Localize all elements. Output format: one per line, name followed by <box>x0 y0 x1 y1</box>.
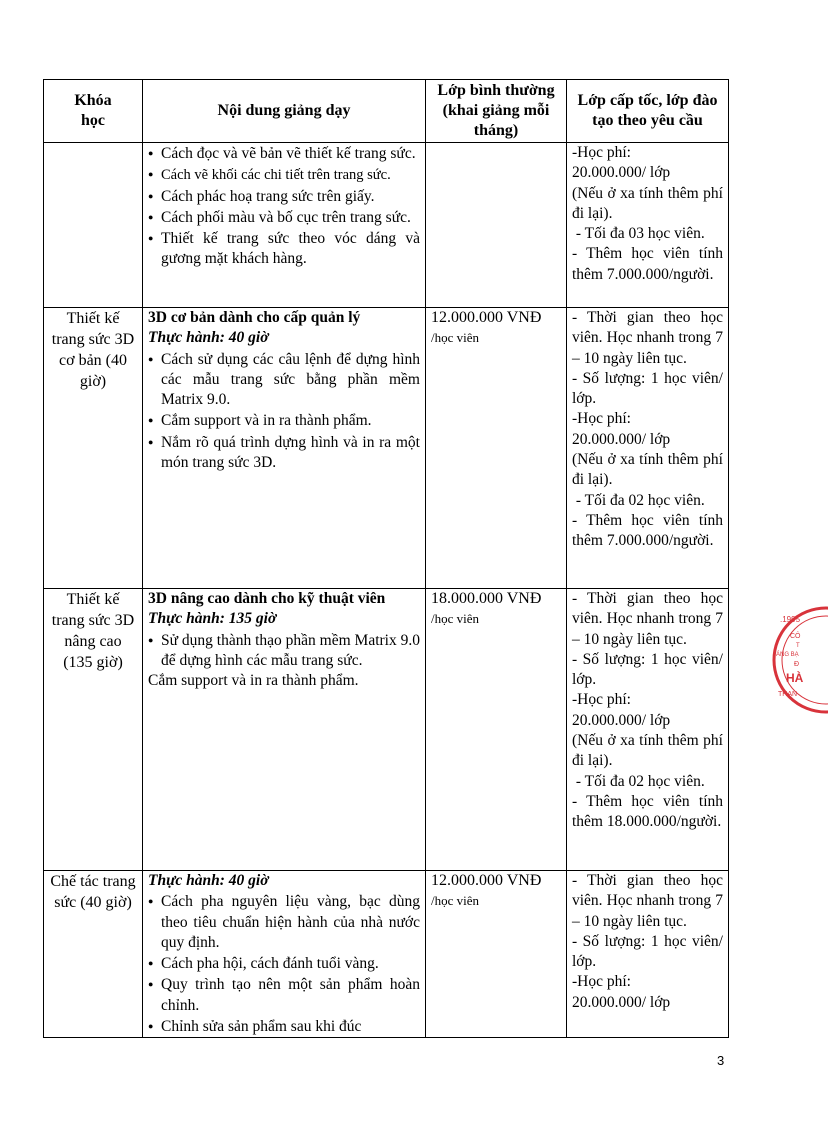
fast-line: (Nếu ở xa tính thêm phí đi lại). <box>572 732 723 770</box>
table-row <box>44 143 729 308</box>
list-item: ● Thiết kế trang sức theo vóc dáng và gương mặt khách hàng. <box>148 228 420 270</box>
list-item: ● Cách vẽ khối các chi tiết trên trang sức. <box>148 164 420 185</box>
list-item: ● Cách phác hoạ trang sức trên giấy. <box>148 186 420 207</box>
fast-line: - Tối đa 02 học viên. <box>572 491 705 509</box>
regular-price-cell <box>426 871 567 1038</box>
list-item: ● Chỉnh sửa sản phẩm sau khi đúc <box>148 1016 420 1037</box>
fast-class-info <box>567 871 729 1038</box>
list-item: ● Cách pha nguyên liệu vàng, bạc dùng theo tiêu chuẩn hiện hành của nhà nước quy định. <box>148 891 420 953</box>
fast-line: -Học phí: <box>572 973 631 991</box>
content-heading: 3D nâng cao dành cho kỹ thuật viên <box>148 590 386 607</box>
course-content <box>143 143 426 308</box>
svg-text:CÔ: CÔ <box>790 633 801 640</box>
fast-line: 20.000.000/ lớp <box>572 993 671 1011</box>
course-name: Thiết kế trang sức 3D cơ bản (40 giờ) <box>44 308 143 589</box>
fast-line: - Thời gian theo học viên. Học nhanh trong 7 – 10 ngày liên tục. <box>572 309 723 367</box>
svg-text:T: T <box>796 643 800 649</box>
fast-line: - Thời gian theo học viên. Học nhanh trong 7 – 10 ngày liên tục. <box>572 872 723 930</box>
fast-line: -Học phí: <box>572 410 631 428</box>
fast-line: - Số lượng: 1 học viên/ lớp. <box>572 932 723 971</box>
svg-text:HÀ: HÀ <box>786 671 804 685</box>
list-item: ● Cách pha hội, cách đánh tuổi vàng. <box>148 953 420 974</box>
svg-text:Đ: Đ <box>794 661 800 668</box>
svg-text:ÁNG BẠ: ÁNG BẠ <box>776 652 799 658</box>
fast-line: 20.000.000/ lớp <box>572 430 671 448</box>
svg-text:.1995: .1995 <box>780 615 801 624</box>
header-regular-class: Lớp bình thường (khai giảng mỗi tháng) <box>426 80 567 143</box>
course-name <box>44 143 143 308</box>
fast-line: 20.000.000/ lớp <box>572 164 671 182</box>
course-content <box>143 871 426 1038</box>
table-row <box>44 871 729 1038</box>
list-item: Cắm support và in ra thành phẩm. <box>148 672 359 690</box>
fast-line: - Số lượng: 1 học viên/ lớp. <box>572 650 723 689</box>
fast-line: - Tối đa 02 học viên. <box>572 772 705 790</box>
regular-price: 12.000.000 VNĐ <box>431 309 542 326</box>
header-course: Khóa học <box>44 80 143 143</box>
course-table <box>43 79 729 1038</box>
practice-hours: Thực hành: 40 giờ <box>148 329 269 347</box>
price-unit: /học viên <box>431 330 480 346</box>
company-seal-stamp <box>768 600 828 720</box>
list-item: ● Quy trình tạo nên một sản phẩm hoàn chỉnh. <box>148 974 420 1016</box>
practice-hours: Thực hành: 40 giờ <box>148 872 269 889</box>
regular-price: 12.000.000 VNĐ <box>431 872 542 889</box>
fast-line: - Thời gian theo học viên. Học nhanh trong 7 – 10 ngày liên tục. <box>572 590 723 648</box>
practice-hours: Thực hành: 135 giờ <box>148 610 277 628</box>
regular-price-cell <box>426 589 567 871</box>
list-item: ● Cách đọc và vẽ bản vẽ thiết kế trang sức. <box>148 143 420 164</box>
fast-class-info <box>567 143 729 308</box>
fast-line: - Thêm học viên tính thêm 7.000.000/người. <box>572 245 723 283</box>
list-item: ● Sử dụng thành thạo phần mềm Matrix 9.0 để dựng hình các mẫu trang sức. <box>148 630 420 672</box>
fast-line: (Nếu ở xa tính thêm phí đi lại). <box>572 451 723 489</box>
fast-class-info <box>567 589 729 871</box>
header-fast-class: Lớp cấp tốc, lớp đào tạo theo yêu cầu <box>567 80 729 143</box>
page-number: 3 <box>717 1053 725 1068</box>
header-content: Nội dung giảng dạy <box>143 80 426 143</box>
course-content <box>143 308 426 589</box>
fast-line: 20.000.000/ lớp <box>572 711 671 729</box>
fast-line: -Học phí: <box>572 144 631 161</box>
list-item: ● Cách phối màu và bố cục trên trang sức. <box>148 207 420 228</box>
svg-text:THAN: THAN <box>778 691 798 698</box>
course-content <box>143 589 426 871</box>
course-name: Thiết kế trang sức 3D nâng cao (135 giờ) <box>44 589 143 871</box>
fast-line: - Tối đa 03 học viên. <box>572 225 705 243</box>
fast-line: - Thêm học viên tính thêm 7.000.000/người. <box>572 511 723 550</box>
price-unit: /học viên <box>431 611 480 627</box>
fast-line: (Nếu ở xa tính thêm phí đi lại). <box>572 184 723 222</box>
fast-line: - Số lượng: 1 học viên/ lớp. <box>572 369 723 408</box>
fast-line: - Thêm học viên tính thêm 18.000.000/người. <box>572 792 723 831</box>
list-item: ● Nắm rõ quá trình dựng hình và in ra một món trang sức 3D. <box>148 432 420 474</box>
regular-price-cell <box>426 143 567 308</box>
table-row <box>44 589 729 871</box>
regular-price: 18.000.000 VNĐ <box>431 590 542 607</box>
regular-price-cell <box>426 308 567 589</box>
course-name: Chế tác trang sức (40 giờ) <box>44 871 143 1038</box>
fast-line: -Học phí: <box>572 691 631 709</box>
table-header-row <box>44 80 729 143</box>
list-item: ● Cắm support và in ra thành phẩm. <box>148 410 420 431</box>
table-row <box>44 308 729 589</box>
price-unit: /học viên <box>431 893 480 909</box>
fast-class-info <box>567 308 729 589</box>
list-item: ● Cách sử dụng các câu lệnh để dựng hình các mẫu trang sức bằng phần mềm Matrix 9.0. <box>148 349 420 411</box>
content-heading: 3D cơ bản dành cho cấp quản lý <box>148 309 361 326</box>
